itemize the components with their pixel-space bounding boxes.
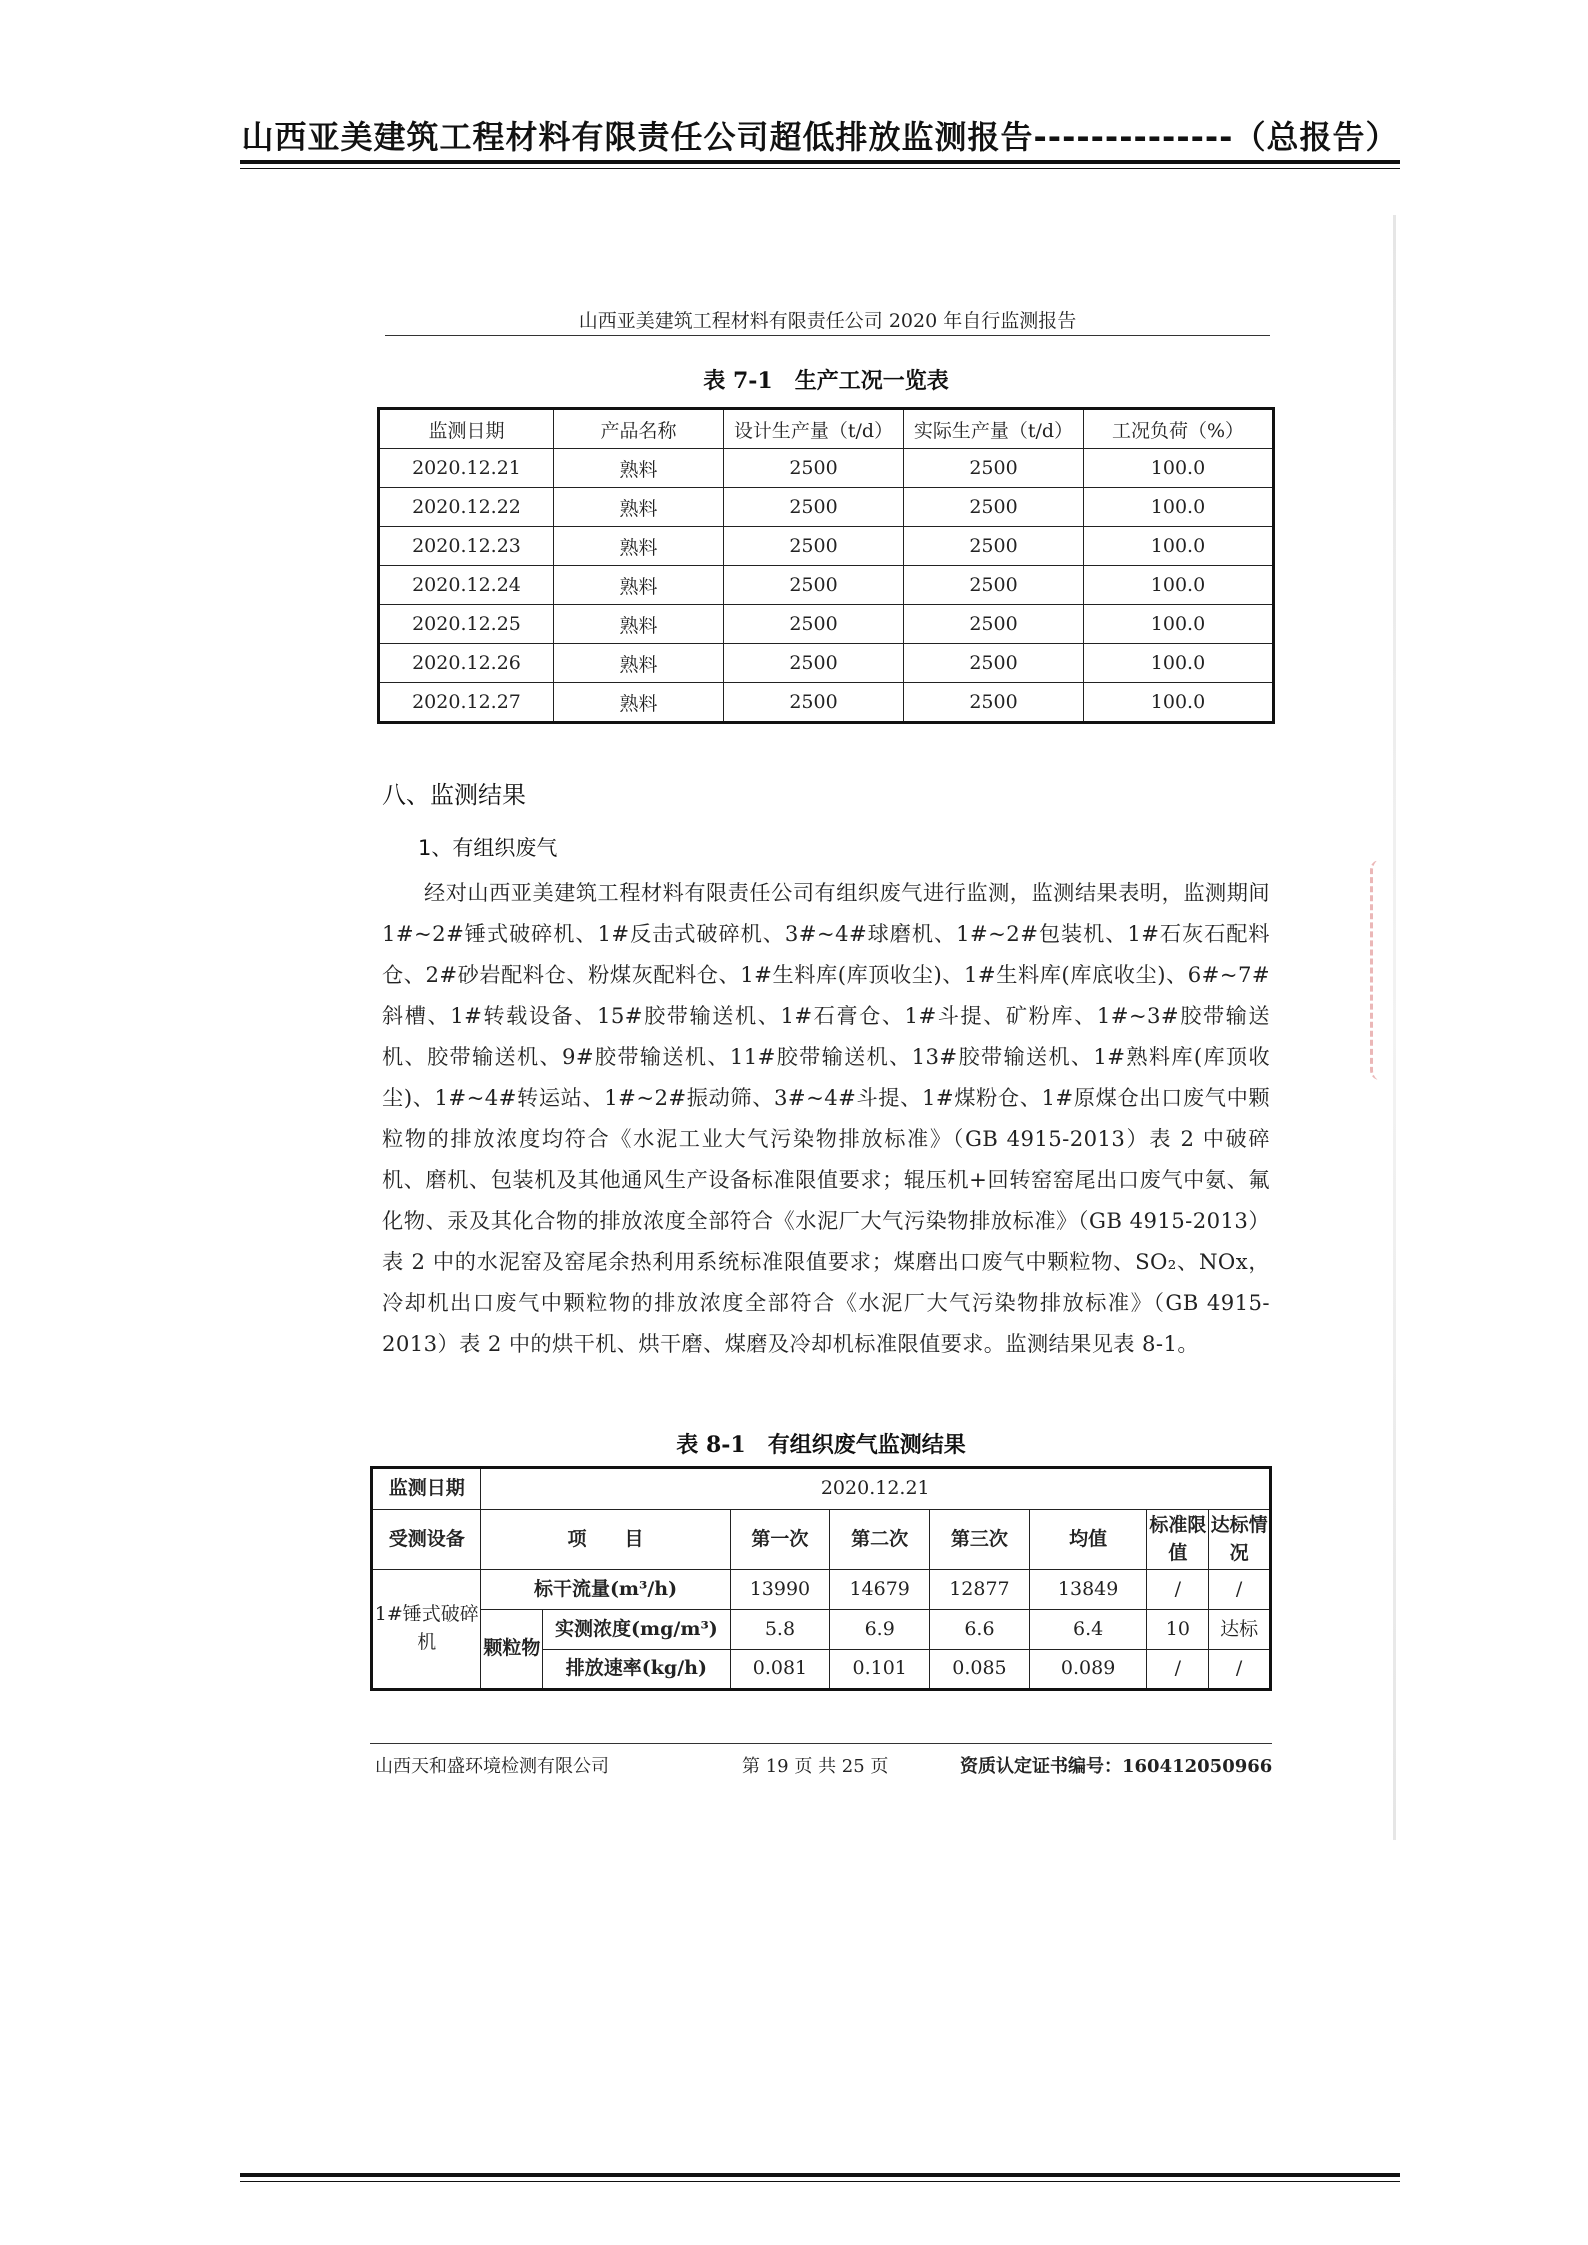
limit-cell: 10 <box>1147 1610 1209 1650</box>
load-cell: 100.0 <box>1084 605 1274 644</box>
inner-header-rule <box>385 335 1270 336</box>
design-output-cell: 2500 <box>724 449 904 488</box>
footer-rule-thin <box>240 2181 1400 2182</box>
design-output-cell: 2500 <box>724 527 904 566</box>
table-header-row <box>379 409 1274 449</box>
design-output-cell: 2500 <box>724 566 904 605</box>
table-7-1-caption: 表 7-1 生产工况一览表 <box>703 368 949 394</box>
header-rule-thick <box>240 160 1400 164</box>
value-cell: 6.9 <box>830 1610 930 1650</box>
value-cell: 0.085 <box>930 1650 1030 1690</box>
header-rule-thin <box>240 168 1400 169</box>
seal-stamp <box>1370 860 1413 1080</box>
product-cell: 熟料 <box>554 644 724 683</box>
date-cell: 2020.12.27 <box>379 683 554 723</box>
subsection-heading: 1、有组织废气 <box>418 836 558 860</box>
page-number: 第 19 页 共 25 页 <box>742 1756 889 1777</box>
value-cell: 5.8 <box>730 1610 830 1650</box>
table-row <box>379 449 1274 488</box>
date-cell: 2020.12.26 <box>379 644 554 683</box>
status-cell: / <box>1209 1650 1271 1690</box>
load-cell: 100.0 <box>1084 644 1274 683</box>
date-cell: 2020.12.23 <box>379 527 554 566</box>
limit-cell: / <box>1147 1650 1209 1690</box>
run-3-header: 第三次 <box>930 1510 1030 1570</box>
design-output-cell: 2500 <box>724 683 904 723</box>
actual-output-cell: 2500 <box>904 683 1084 723</box>
actual-output-cell: 2500 <box>904 527 1084 566</box>
date-value-cell: 2020.12.21 <box>481 1468 1271 1510</box>
item-label-cell: 项 目 <box>481 1510 730 1570</box>
equipment-label-cell: 受测设备 <box>372 1510 481 1570</box>
table-8-1-caption: 表 8-1 有组织废气监测结果 <box>676 1432 966 1458</box>
load-cell: 100.0 <box>1084 527 1274 566</box>
pollutant-cell: 颗粒物 <box>481 1610 543 1690</box>
status-header: 达标情况 <box>1209 1510 1271 1570</box>
production-conditions-table <box>377 407 1275 724</box>
item-cell: 标干流量(m³/h) <box>481 1570 730 1610</box>
design-output-cell: 2500 <box>724 488 904 527</box>
actual-output-cell: 2500 <box>904 566 1084 605</box>
inner-report-header: 山西亚美建筑工程材料有限责任公司 2020 年自行监测报告 <box>578 310 1077 332</box>
header-cell: 产品名称 <box>554 409 724 449</box>
header-cell: 设计生产量（t/d） <box>724 409 904 449</box>
run-1-header: 第一次 <box>730 1510 830 1570</box>
value-cell: 0.089 <box>1029 1650 1147 1690</box>
certificate-number: 资质认定证书编号：160412050966 <box>960 1756 1273 1777</box>
load-cell: 100.0 <box>1084 566 1274 605</box>
value-cell: 13849 <box>1029 1570 1147 1610</box>
run-2-header: 第二次 <box>830 1510 930 1570</box>
limit-header: 标准限值 <box>1147 1510 1209 1570</box>
value-cell: 6.6 <box>930 1610 1030 1650</box>
actual-output-cell: 2500 <box>904 488 1084 527</box>
status-cell: / <box>1209 1570 1271 1610</box>
table-row <box>379 488 1274 527</box>
load-cell: 100.0 <box>1084 488 1274 527</box>
date-row <box>372 1468 1271 1510</box>
value-cell: 6.4 <box>1029 1610 1147 1650</box>
design-output-cell: 2500 <box>724 644 904 683</box>
header-cell: 监测日期 <box>379 409 554 449</box>
section-heading: 八、监测结果 <box>382 781 526 809</box>
table-row <box>379 683 1274 723</box>
average-header: 均值 <box>1029 1510 1147 1570</box>
status-cell: 达标 <box>1209 1610 1271 1650</box>
table-row <box>372 1570 1271 1610</box>
value-cell: 14679 <box>830 1570 930 1610</box>
header-cell: 工况负荷（%） <box>1084 409 1274 449</box>
footer-rule-thick <box>240 2173 1400 2177</box>
value-cell: 0.081 <box>730 1650 830 1690</box>
value-cell: 13990 <box>730 1570 830 1610</box>
actual-output-cell: 2500 <box>904 449 1084 488</box>
date-label-cell: 监测日期 <box>372 1468 481 1510</box>
column-header-row <box>372 1510 1271 1570</box>
results-paragraph: 经对山西亚美建筑工程材料有限责任公司有组织废气进行监测，监测结果表明，监测期间 1#~2#锤式破碎机、1#反击式破碎机、3#~4#球磨机、1#~2#包装机、1#石灰石配料仓、2#砂岩配料仓、粉煤灰配料仓、1#生料库(库顶收尘)、1#生料库(库底收尘)、6#~7#斜槽、1#转载设备、15#胶带输送机、1#石膏仓、1#斗提、矿粉库、1#~3#胶带输送机、胶带输送机、9#胶带输送机、11#胶带输送机、13#胶带输送机、1#熟料库(库顶收尘)、1#~4#转运站、1#~2#振动筛、3#~4#斗提、1#煤粉仓、1#原煤仓出口废气中颗粒物的排放浓度均符合《水泥工业大气污染物排放标准》（GB 4915-2013）表 2 中破碎机、磨机、包装机及其他通风生产设备标准限值要求；辊压机+回转窑窑尾出口废气中氨、氟化物、汞及其化合物的排放浓度全部符合《水泥厂大气污染物排放标准》（GB 4915-2013）表 2 中的水泥窑及窑尾余热利用系统标准限值要求；煤磨出口废气中颗粒物、SO₂、NOx，冷却机出口废气中颗粒物的排放浓度全部符合《水泥厂大气污染物排放标准》（GB 4915-2013）表 2 中的烘干机、烘干磨、煤磨及冷却机标准限值要求。监测结果见表 8-1。 <box>382 880 1270 1356</box>
header-cell: 实际生产量（t/d） <box>904 409 1084 449</box>
load-cell: 100.0 <box>1084 449 1274 488</box>
item-cell: 实测浓度(mg/m³) <box>543 1610 730 1650</box>
actual-output-cell: 2500 <box>904 644 1084 683</box>
actual-output-cell: 2500 <box>904 605 1084 644</box>
date-cell: 2020.12.21 <box>379 449 554 488</box>
date-cell: 2020.12.22 <box>379 488 554 527</box>
design-output-cell: 2500 <box>724 605 904 644</box>
date-cell: 2020.12.24 <box>379 566 554 605</box>
value-cell: 0.101 <box>830 1650 930 1690</box>
value-cell: 12877 <box>930 1570 1030 1610</box>
product-cell: 熟料 <box>554 605 724 644</box>
product-cell: 熟料 <box>554 527 724 566</box>
emission-results-table <box>370 1466 1272 1691</box>
load-cell: 100.0 <box>1084 683 1274 723</box>
report-title: 山西亚美建筑工程材料有限责任公司超低排放监测报告--------------（总报告） <box>241 118 1399 156</box>
table-row <box>379 566 1274 605</box>
table-row <box>379 605 1274 644</box>
table-row <box>379 644 1274 683</box>
lab-name: 山西天和盛环境检测有限公司 <box>375 1756 609 1777</box>
footer-rule <box>370 1743 1272 1744</box>
date-cell: 2020.12.25 <box>379 605 554 644</box>
item-cell: 排放速率(kg/h) <box>543 1650 730 1690</box>
table-row <box>379 527 1274 566</box>
table-row <box>372 1610 1271 1650</box>
equipment-cell: 1#锤式破碎机 <box>372 1570 481 1690</box>
limit-cell: / <box>1147 1570 1209 1610</box>
product-cell: 熟料 <box>554 683 724 723</box>
product-cell: 熟料 <box>554 449 724 488</box>
product-cell: 熟料 <box>554 566 724 605</box>
product-cell: 熟料 <box>554 488 724 527</box>
